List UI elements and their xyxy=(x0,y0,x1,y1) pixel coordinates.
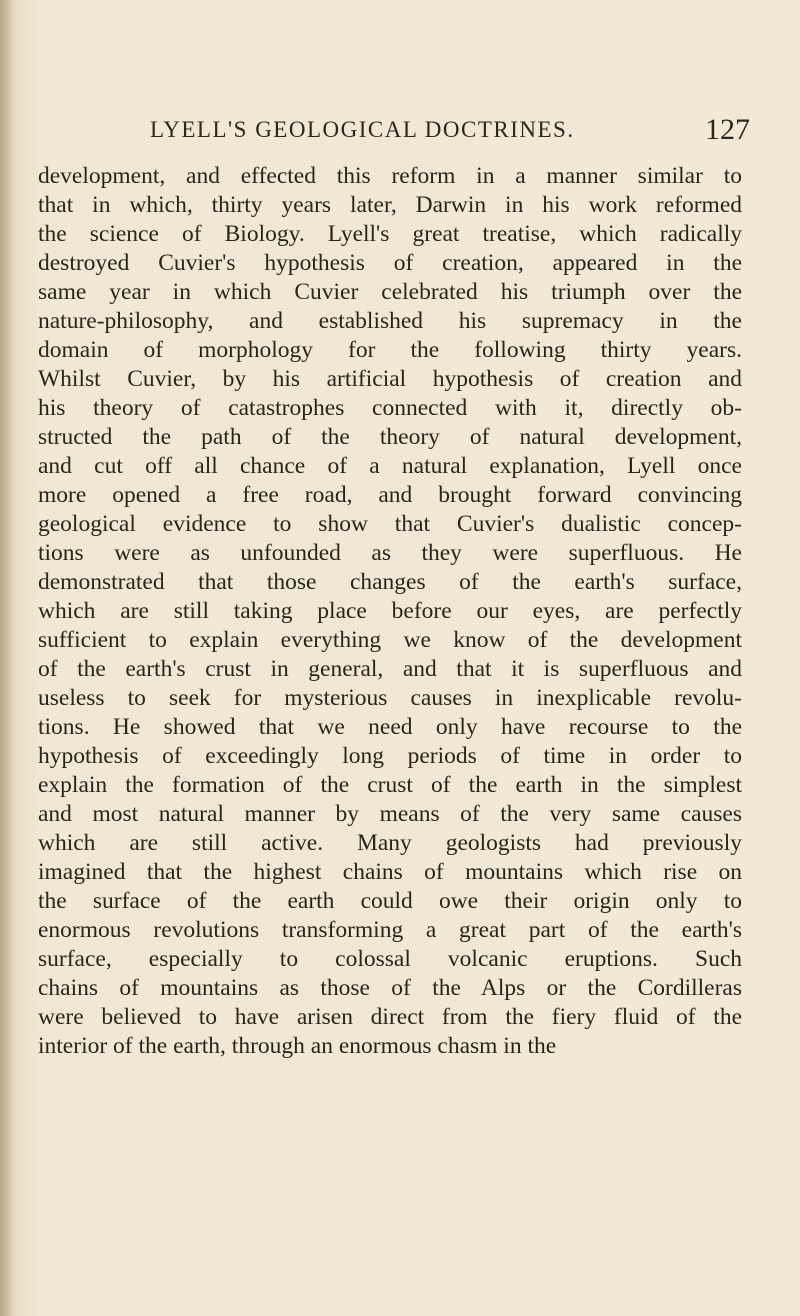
text-line: the surface of the earth could owe their origin only to xyxy=(38,888,742,914)
text-line: useless to seek for mysterious causes in inexplicable revolu- xyxy=(38,685,742,711)
text-line: sufficient to explain everything we know of the development xyxy=(38,627,742,653)
text-line: same year in which Cuvier celebrated his triumph over the xyxy=(38,279,742,305)
text-line: tions. He showed that we need only have recourse to the xyxy=(38,714,742,740)
text-line: surface, especially to colossal volcanic eruptions. Such xyxy=(38,946,742,972)
text-line: which are still active. Many geologists had previously xyxy=(38,830,742,856)
text-line: development, and effected this reform in a manner similar to xyxy=(38,163,742,189)
text-line: chains of mountains as those of the Alps or the Cordilleras xyxy=(38,975,742,1001)
page-number: 127 xyxy=(705,113,750,146)
text-line: more opened a free road, and brought forward convincing xyxy=(38,482,742,508)
text-line: interior of the earth, through an enormous chasm in the xyxy=(38,1033,557,1059)
text-line: were believed to have arisen direct from the fiery fluid of the xyxy=(38,1004,742,1030)
text-line: structed the path of the theory of natural development, xyxy=(38,424,742,450)
text-line: Whilst Cuvier, by his artificial hypothesis of creation and xyxy=(38,366,742,392)
text-line: and cut off all chance of a natural explanation, Lyell once xyxy=(38,453,742,479)
text-line: destroyed Cuvier's hypothesis of creation, appeared in the xyxy=(38,250,742,276)
text-line: and most natural manner by means of the very same causes xyxy=(38,801,742,827)
text-line: imagined that the highest chains of mountains which rise on xyxy=(38,859,742,885)
text-line: of the earth's crust in general, and that it is superfluous and xyxy=(38,656,742,682)
text-line: nature-philosophy, and established his supremacy in the xyxy=(38,308,742,334)
text-line: which are still taking place before our eyes, are perfectly xyxy=(38,598,742,624)
text-line: his theory of catastrophes connected with it, directly ob- xyxy=(38,395,742,421)
text-line: hypothesis of exceedingly long periods of time in order to xyxy=(38,743,742,769)
text-line: geological evidence to show that Cuvier's dualistic concep- xyxy=(38,511,742,537)
body-text xyxy=(38,162,742,1061)
text-line: domain of morphology for the following thirty years. xyxy=(38,337,742,363)
text-line: explain the formation of the crust of the earth in the simplest xyxy=(38,772,742,798)
text-line: tions were as unfounded as they were superfluous. He xyxy=(38,540,742,566)
running-title: LYELL'S GEOLOGICAL DOCTRINES. xyxy=(150,117,575,142)
text-line: demonstrated that those changes of the earth's surface, xyxy=(38,569,742,595)
running-head xyxy=(100,113,750,149)
text-line: the science of Biology. Lyell's great treatise, which radically xyxy=(38,221,742,247)
text-line: that in which, thirty years later, Darwin in his work reformed xyxy=(38,192,742,218)
gutter-shadow xyxy=(0,0,14,1316)
text-line: enormous revolutions transforming a great part of the earth's xyxy=(38,917,742,943)
